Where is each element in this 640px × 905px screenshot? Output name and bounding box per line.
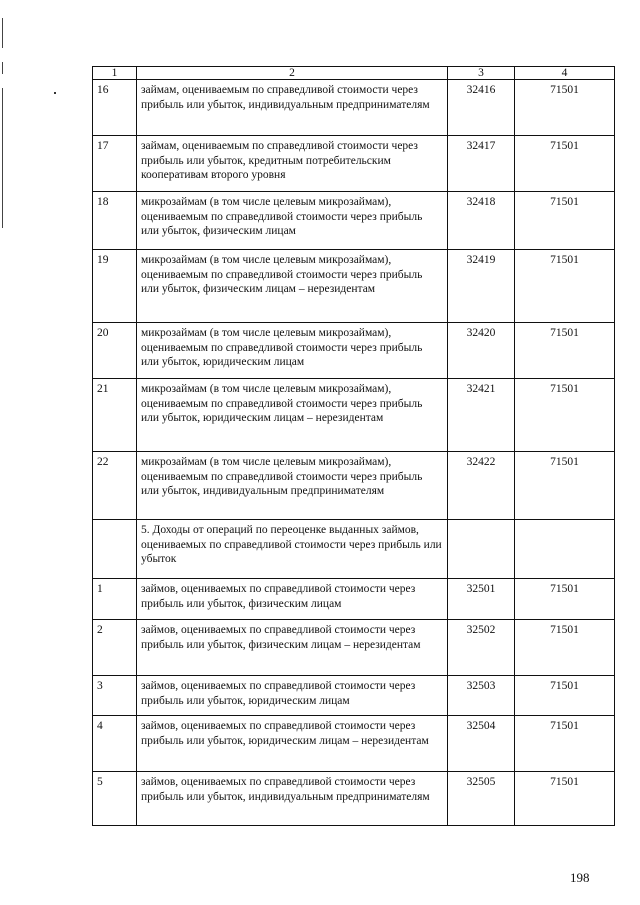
- scan-margin-mark: [2, 88, 3, 228]
- row-description: микрозаймам (в том числе целевым микрозаймам), оцениваемым по справедливой стоимости через прибыль или убыток, физическим лицам – нерезидентам: [137, 250, 448, 323]
- row-symbol: 71501: [515, 579, 615, 620]
- row-symbol: 71501: [515, 716, 615, 772]
- row-code: 32504: [448, 716, 515, 772]
- row-number: [93, 520, 137, 579]
- row-description: микрозаймам (в том числе целевым микрозаймам), оцениваемым по справедливой стоимости через прибыль или убыток, юридическим лицам – нерезидентам: [137, 379, 448, 452]
- row-code: 32417: [448, 136, 515, 192]
- row-symbol: 71501: [515, 80, 615, 136]
- section-heading: 5. Доходы от операций по переоценке выданных займов, оцениваемых по справедливой стоимости через прибыль или убыток: [137, 520, 448, 579]
- table-row: [93, 620, 615, 676]
- row-number: 2: [93, 620, 137, 676]
- row-code: 32418: [448, 192, 515, 250]
- table-row: [93, 716, 615, 772]
- row-symbol: 71501: [515, 379, 615, 452]
- accounts-table: [92, 66, 615, 826]
- table-row: [93, 80, 615, 136]
- row-code: 32501: [448, 579, 515, 620]
- row-code: 32421: [448, 379, 515, 452]
- row-number: 22: [93, 452, 137, 520]
- row-number: 17: [93, 136, 137, 192]
- row-number: 4: [93, 716, 137, 772]
- row-symbol: 71501: [515, 620, 615, 676]
- scan-speck: [54, 92, 56, 94]
- row-number: 1: [93, 579, 137, 620]
- table-row: [93, 676, 615, 716]
- row-description: займов, оцениваемых по справедливой стоимости через прибыль или убыток, юридическим лицам: [137, 676, 448, 716]
- header-cell: 1: [93, 67, 137, 80]
- table-row: [93, 136, 615, 192]
- row-code: 32420: [448, 323, 515, 379]
- header-cell: 3: [448, 67, 515, 80]
- row-symbol: 71501: [515, 452, 615, 520]
- row-symbol: 71501: [515, 136, 615, 192]
- row-number: 16: [93, 80, 137, 136]
- row-code: [448, 520, 515, 579]
- row-number: 5: [93, 772, 137, 826]
- table-row: [93, 192, 615, 250]
- row-code: 32422: [448, 452, 515, 520]
- row-symbol: 71501: [515, 192, 615, 250]
- row-number: 21: [93, 379, 137, 452]
- row-number: 19: [93, 250, 137, 323]
- row-symbol: [515, 520, 615, 579]
- row-description: микрозаймам (в том числе целевым микрозаймам), оцениваемым по справедливой стоимости через прибыль или убыток, индивидуальным предпринимателям: [137, 452, 448, 520]
- row-description: микрозаймам (в том числе целевым микрозаймам), оцениваемым по справедливой стоимости через прибыль или убыток, физическим лицам: [137, 192, 448, 250]
- table-row: [93, 772, 615, 826]
- row-description: займам, оцениваемым по справедливой стоимости через прибыль или убыток, кредитным потребительским кооперативам второго уровня: [137, 136, 448, 192]
- section-heading-row: [93, 520, 615, 579]
- row-symbol: 71501: [515, 772, 615, 826]
- row-description: займам, оцениваемым по справедливой стоимости через прибыль или убыток, индивидуальным предпринимателям: [137, 80, 448, 136]
- row-description: займов, оцениваемых по справедливой стоимости через прибыль или убыток, физическим лицам: [137, 579, 448, 620]
- scan-margin-mark: [2, 62, 3, 74]
- row-description: микрозаймам (в том числе целевым микрозаймам), оцениваемым по справедливой стоимости через прибыль или убыток, юридическим лицам: [137, 323, 448, 379]
- row-description: займов, оцениваемых по справедливой стоимости через прибыль или убыток, физическим лицам – нерезидентам: [137, 620, 448, 676]
- table-row: [93, 250, 615, 323]
- row-symbol: 71501: [515, 250, 615, 323]
- table-row: [93, 379, 615, 452]
- table-row: [93, 452, 615, 520]
- table-row: [93, 579, 615, 620]
- table-header-row: [93, 67, 615, 80]
- row-code: 32416: [448, 80, 515, 136]
- row-number: 3: [93, 676, 137, 716]
- scan-margin-mark: [2, 18, 3, 48]
- row-code: 32505: [448, 772, 515, 826]
- header-cell: 2: [137, 67, 448, 80]
- row-code: 32419: [448, 250, 515, 323]
- row-description: займов, оцениваемых по справедливой стоимости через прибыль или убыток, юридическим лицам – нерезидентам: [137, 716, 448, 772]
- row-number: 18: [93, 192, 137, 250]
- page-number: 198: [570, 870, 590, 885]
- row-symbol: 71501: [515, 676, 615, 716]
- row-code: 32502: [448, 620, 515, 676]
- row-code: 32503: [448, 676, 515, 716]
- row-number: 20: [93, 323, 137, 379]
- table-row: [93, 323, 615, 379]
- row-symbol: 71501: [515, 323, 615, 379]
- header-cell: 4: [515, 67, 615, 80]
- row-description: займов, оцениваемых по справедливой стоимости через прибыль или убыток, индивидуальным предпринимателям: [137, 772, 448, 826]
